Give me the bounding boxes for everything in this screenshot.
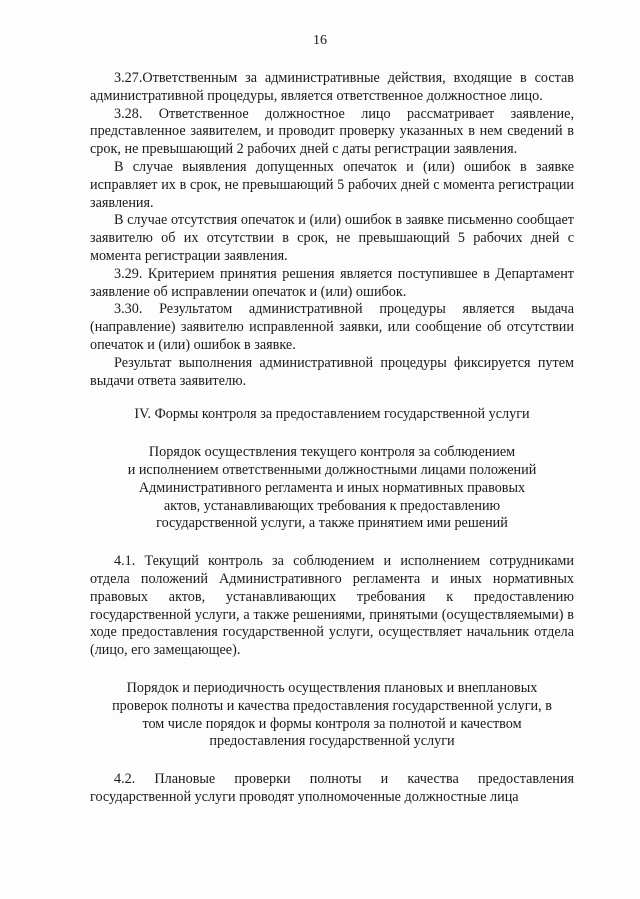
document-body	[90, 70, 574, 807]
subheading-line: Порядок и периодичность осуществления плановых и внеплановых	[126, 679, 538, 696]
subheading-inspections	[90, 680, 574, 751]
subheading-line: государственной услуги, а также принятием ими решений	[156, 515, 508, 532]
subheading-line: Порядок осуществления текущего контроля за соблюдением	[148, 444, 516, 461]
subheading-line: том числе порядок и формы контроля за полнотой и качеством	[142, 715, 522, 732]
paragraph-4-1: 4.1. Текущий контроль за соблюдением и исполнением сотрудниками отдела положений Административного регламента и иных нормативных правовых актов, устанавливающих требования к предоставлению государственной услуги, а также решениями, принятыми (осуществляемыми) в ходе предоставления государственной услуги, осуществляет начальник отдела (лицо, его замещающее).	[90, 553, 574, 659]
paragraph-4-2: 4.2. Плановые проверки полноты и качества предоставления государственной услуги проводят уполномоченные должностные лица	[90, 771, 574, 805]
subheading-line: и исполнением ответственными должностными лицами положений	[127, 461, 537, 478]
paragraph-typo-absent: В случае отсутствия опечаток и (или) ошибок в заявке письменно сообщает заявителю об их отсутствии в срок, не превышающий 5 рабочих дней с момента регистрации заявления.	[90, 212, 574, 264]
subheading-line: проверок полноты и качества предоставления государственной услуги, в	[112, 697, 552, 714]
paragraph-3-30: 3.30. Результатом административной процедуры является выдача (направление) заявителю исправленной заявки, или сообщение об отсутствии опечаток и (или) ошибок в заявке.	[90, 301, 574, 353]
section-heading-iv: IV. Формы контроля за предоставлением государственной услуги	[134, 406, 530, 423]
page-number: 16	[313, 33, 327, 48]
subheading-line: предоставления государственной услуги	[209, 733, 455, 750]
paragraph-result: Результат выполнения административной процедуры фиксируется путем выдачи ответа заявителю.	[90, 354, 574, 389]
subheading-line: актов, устанавливающих требования к предоставлению	[163, 497, 501, 514]
paragraph-typo-found: В случае выявления допущенных опечаток и (или) ошибок в заявке исправляет их в срок, не превышающий 5 рабочих дней с момента регистрации заявления.	[90, 158, 574, 211]
paragraph-3-29: 3.29. Критерием принятия решения является поступившее в Департамент заявление об исправлении опечаток и (или) ошибок.	[90, 265, 574, 300]
paragraph-3-28: 3.28. Ответственное должностное лицо рассматривает заявление, представленное заявителем, и проводит проверку указанных в нем сведений в срок, не превышающий 2 рабочих дней с даты регистрации заявления.	[90, 105, 574, 158]
subheading-line: Административного регламента и иных нормативных правовых	[138, 479, 526, 496]
subheading-current-control	[90, 444, 574, 533]
paragraph-3-27: 3.27.Ответственным за административные действия, входящие в состав административной процедуры, является ответственное должностное лицо.	[90, 70, 574, 104]
